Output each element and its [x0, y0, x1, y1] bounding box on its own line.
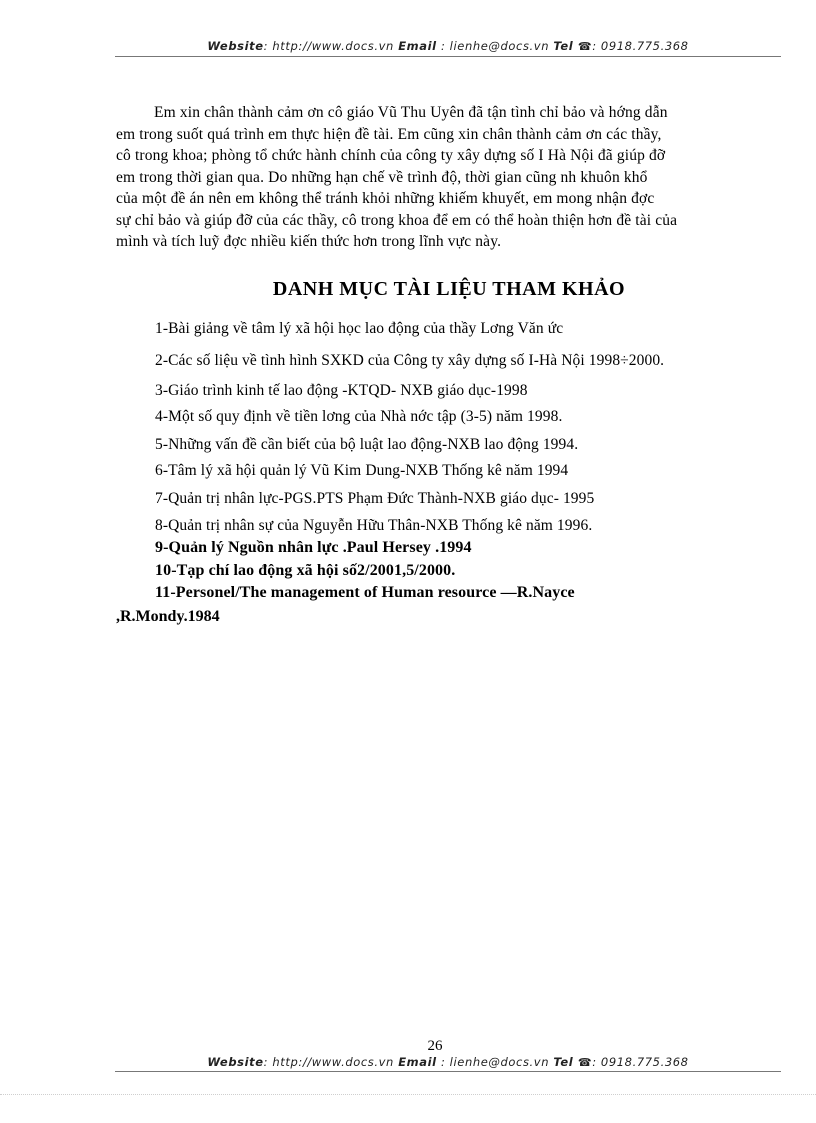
email-value: : lienhe@docs.vn	[436, 39, 554, 53]
reference-item: 1-Bài giảng về tâm lý xã hội học lao động của thầy Lơng Văn ức	[155, 320, 564, 337]
tel-value: : 0918.775.368	[592, 39, 689, 53]
paragraph-line: của một đề án nên em không thể tránh khỏi những khiếm khuyết, em mong nhận đợc	[116, 190, 655, 207]
phone-icon: ☎	[577, 40, 593, 53]
paragraph-line: Em xin chân thành cảm ơn cô giáo Vũ Thu Uyên đã tận tình chỉ bảo và hớng dẫn	[154, 104, 668, 121]
paragraph-line: cô trong khoa; phòng tổ chức hành chính của công ty xây dựng số I Hà Nội đã giúp đỡ	[116, 147, 666, 164]
page-header	[115, 39, 781, 54]
email-value: : lienhe@docs.vn	[436, 1055, 554, 1069]
reference-item-continuation: ,R.Mondy.1984	[116, 608, 220, 625]
paragraph-line: em trong suốt quá trình em thực hiện đề tài. Em cũng xin chân thành cảm ơn các thầy,	[116, 125, 662, 143]
acknowledgement-paragraph	[116, 102, 756, 253]
reference-item: 11-Personel/The management of Human resource —R.Nayce	[155, 584, 575, 601]
reference-item: 8-Quản trị nhân sự của Nguyễn Hữu Thân-NXB Thống kê năm 1996.	[155, 517, 593, 534]
page-footer	[115, 1055, 781, 1070]
website-value: : http://www.docs.vn	[263, 39, 399, 53]
paragraph-line: em trong thời gian qua. Do những hạn chế về trình độ, thời gian cũng nh khuôn khổ	[116, 168, 648, 186]
paragraph-line: mình và tích luỹ đợc nhiều kiến thức hơn trong lĩnh vực này.	[116, 233, 502, 250]
tel-label: Tel	[553, 1055, 578, 1069]
email-label: Email	[398, 1055, 437, 1069]
page-number: 26	[427, 1038, 443, 1054]
email-label: Email	[398, 39, 437, 53]
footer-rule	[115, 1071, 781, 1072]
reference-item: 10-Tạp chí lao động xã hội số2/2001,5/2000.	[155, 562, 456, 579]
reference-item: 2-Các số liệu về tình hình SXKD của Công ty xây dựng số I-Hà Nội 1998÷2000.	[155, 352, 665, 369]
references-title: DANH MỤC TÀI LIỆU THAM KHẢO	[272, 278, 626, 300]
website-label: Website	[207, 39, 264, 53]
reference-item: 7-Quản trị nhân lực-PGS.PTS Phạm Đức Thành-NXB giáo dục- 1995	[155, 490, 595, 507]
website-value: : http://www.docs.vn	[263, 1055, 399, 1069]
reference-item: 9-Quản lý Nguồn nhân lực .Paul Hersey .1994	[155, 539, 472, 556]
page-bottom-divider	[0, 1094, 816, 1095]
tel-label: Tel	[553, 39, 578, 53]
paragraph-line: sự chỉ bảo và giúp đỡ của các thầy, cô trong khoa để em có thể hoàn thiện hơn đề tài của	[116, 211, 678, 229]
reference-item: 4-Một số quy định về tiền lơng của Nhà nớc tập (3-5) năm 1998.	[155, 408, 563, 425]
reference-item: 3-Giáo trình kinh tế lao động -KTQD- NXB giáo dục-1998	[155, 382, 528, 399]
website-label: Website	[207, 1055, 264, 1069]
reference-item: 5-Những vấn đề cần biết của bộ luật lao động-NXB lao động 1994.	[155, 436, 579, 453]
header-rule	[115, 56, 781, 57]
reference-item: 6-Tâm lý xã hội quản lý Vũ Kim Dung-NXB Thống kê năm 1994	[155, 462, 569, 479]
phone-icon: ☎	[577, 1056, 593, 1069]
tel-value: : 0918.775.368	[592, 1055, 689, 1069]
